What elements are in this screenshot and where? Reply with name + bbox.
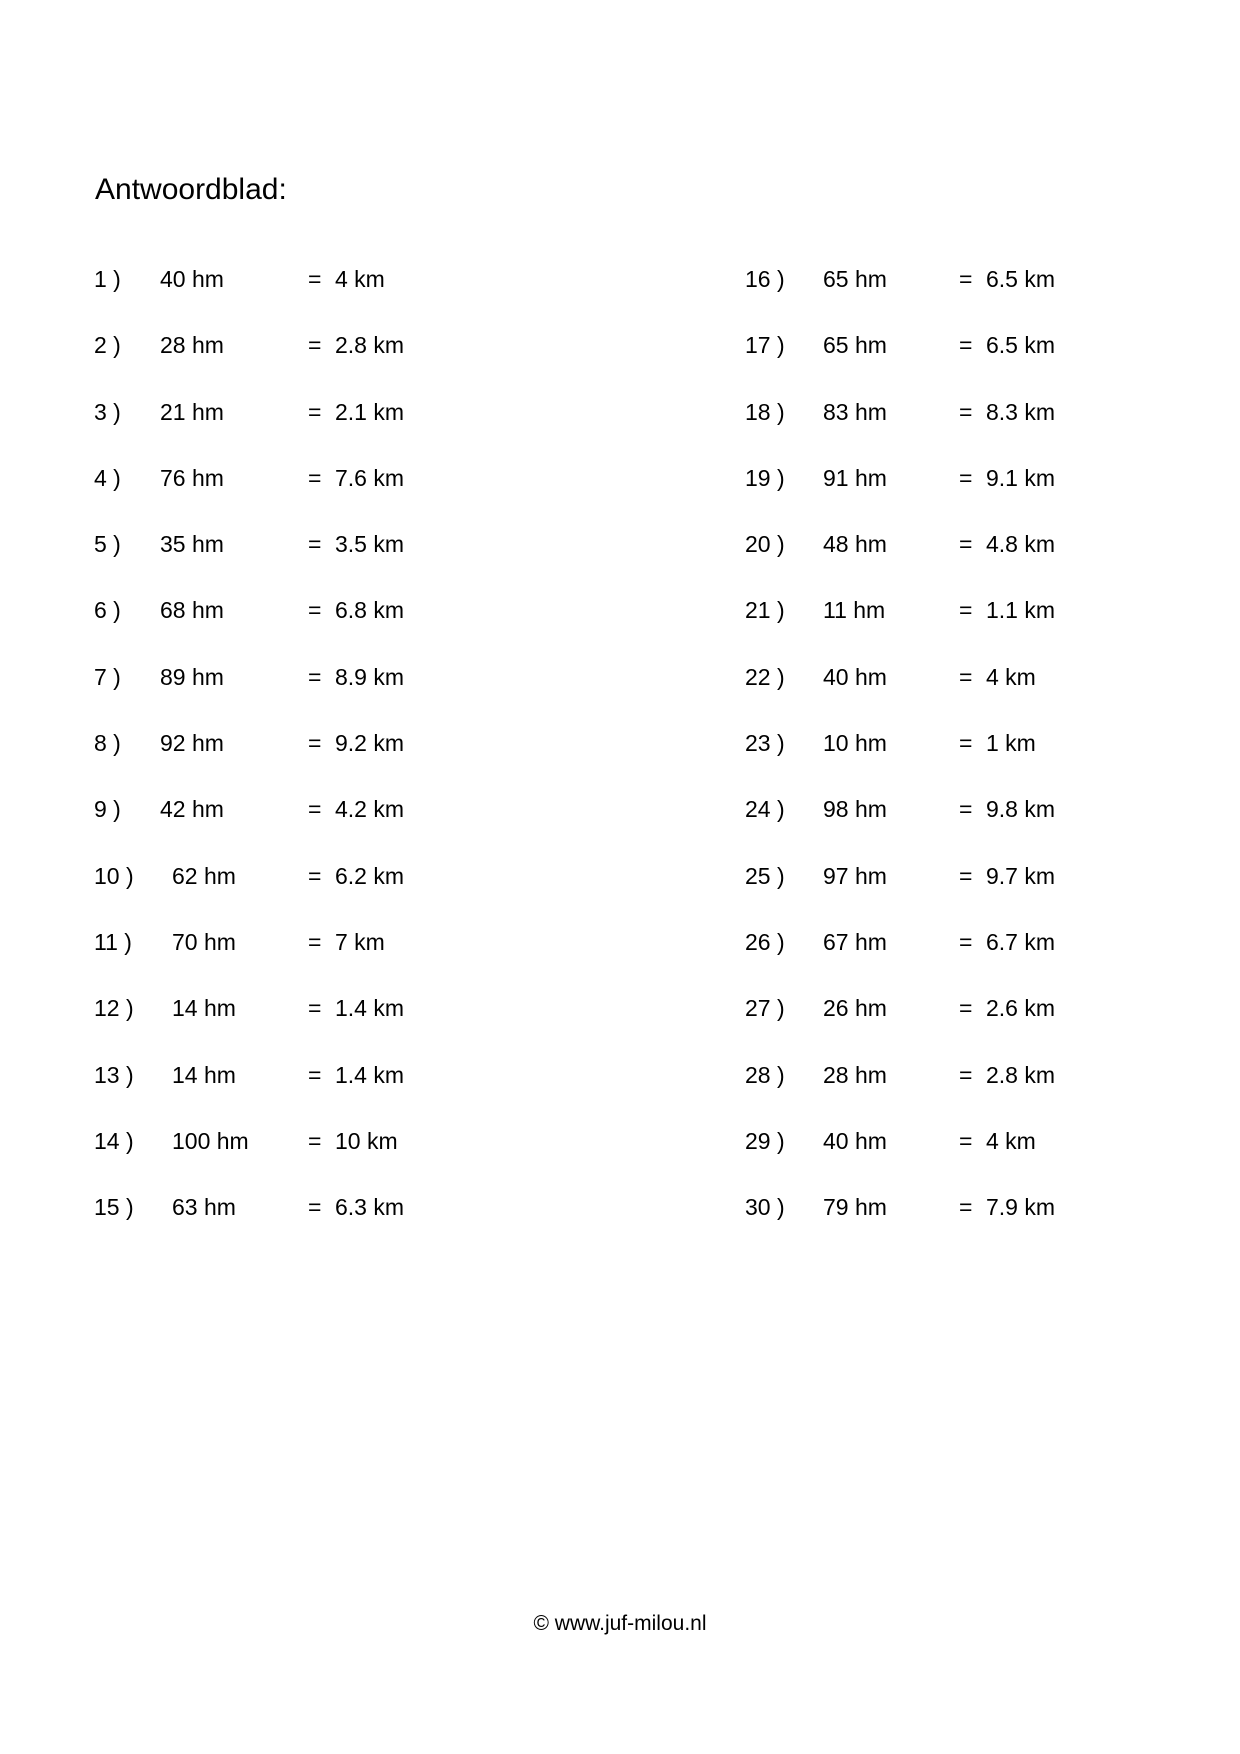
question-value: 42 hm bbox=[160, 796, 224, 823]
answer-row bbox=[745, 993, 1240, 1059]
question-value: 28 hm bbox=[823, 1061, 887, 1088]
answer-row bbox=[745, 794, 1240, 860]
question-number: 16 ) bbox=[745, 266, 785, 292]
question-value: 67 hm bbox=[823, 928, 887, 955]
answer-value: 4.8 km bbox=[986, 531, 1056, 558]
answer-value: 6.3 km bbox=[335, 1194, 405, 1221]
question-value: 79 hm bbox=[823, 1194, 887, 1221]
question-number: 27 ) bbox=[745, 995, 785, 1022]
equals-sign: = bbox=[308, 1194, 322, 1221]
page-title: Antwoordblad: bbox=[95, 173, 287, 206]
question-value: 65 hm bbox=[823, 266, 887, 292]
equals-sign: = bbox=[959, 531, 973, 558]
answer-row bbox=[745, 662, 1240, 728]
equals-sign: = bbox=[959, 862, 973, 889]
answer-row bbox=[745, 595, 1240, 661]
answer-row bbox=[94, 1126, 614, 1192]
equals-sign: = bbox=[959, 597, 973, 624]
answer-row bbox=[94, 794, 614, 860]
question-value: 62 hm bbox=[172, 862, 236, 889]
answer-value: 7.6 km bbox=[335, 464, 405, 491]
question-value: 100 hm bbox=[172, 1127, 249, 1154]
equals-sign: = bbox=[959, 266, 973, 292]
question-number: 3 ) bbox=[94, 398, 121, 425]
answer-row bbox=[745, 1060, 1240, 1126]
answer-row bbox=[94, 1192, 614, 1258]
question-number: 26 ) bbox=[745, 928, 785, 955]
answer-row bbox=[94, 264, 614, 330]
question-number: 20 ) bbox=[745, 531, 785, 558]
answer-value: 9.1 km bbox=[986, 464, 1056, 491]
answer-value: 2.1 km bbox=[335, 398, 405, 425]
answer-value: 1 km bbox=[986, 730, 1036, 757]
answer-row bbox=[94, 662, 614, 728]
question-value: 89 hm bbox=[160, 663, 224, 690]
answer-row bbox=[745, 264, 1240, 330]
answer-value: 4 km bbox=[986, 1127, 1036, 1154]
question-number: 10 ) bbox=[94, 862, 134, 889]
answer-row bbox=[94, 861, 614, 927]
question-value: 14 hm bbox=[172, 995, 236, 1022]
question-number: 5 ) bbox=[94, 531, 121, 558]
equals-sign: = bbox=[308, 862, 322, 889]
question-number: 29 ) bbox=[745, 1127, 785, 1154]
question-value: 28 hm bbox=[160, 332, 224, 359]
question-value: 68 hm bbox=[160, 597, 224, 624]
answer-row bbox=[745, 330, 1240, 396]
question-number: 19 ) bbox=[745, 464, 785, 491]
question-number: 25 ) bbox=[745, 862, 785, 889]
answer-row bbox=[745, 1192, 1240, 1258]
equals-sign: = bbox=[959, 928, 973, 955]
equals-sign: = bbox=[959, 1127, 973, 1154]
question-value: 11 hm bbox=[823, 597, 886, 624]
equals-sign: = bbox=[959, 796, 973, 823]
equals-sign: = bbox=[959, 398, 973, 425]
answer-row bbox=[94, 330, 614, 396]
question-value: 65 hm bbox=[823, 332, 887, 359]
answer-value: 2.8 km bbox=[335, 332, 405, 359]
equals-sign: = bbox=[308, 464, 322, 491]
equals-sign: = bbox=[308, 663, 322, 690]
question-number: 18 ) bbox=[745, 398, 785, 425]
answer-row bbox=[94, 1060, 614, 1126]
answer-value: 6.2 km bbox=[335, 862, 405, 889]
answer-value: 2.6 km bbox=[986, 995, 1056, 1022]
question-value: 70 hm bbox=[172, 928, 236, 955]
equals-sign: = bbox=[308, 398, 322, 425]
question-number: 14 ) bbox=[94, 1127, 134, 1154]
answer-row bbox=[745, 728, 1240, 794]
answer-row bbox=[745, 463, 1240, 529]
question-value: 63 hm bbox=[172, 1194, 236, 1221]
question-value: 48 hm bbox=[823, 531, 887, 558]
equals-sign: = bbox=[959, 730, 973, 757]
answer-value: 7 km bbox=[335, 928, 385, 955]
answer-value: 9.2 km bbox=[335, 730, 405, 757]
answer-value: 1.4 km bbox=[335, 1061, 405, 1088]
equals-sign: = bbox=[308, 796, 322, 823]
question-number: 7 ) bbox=[94, 663, 121, 690]
equals-sign: = bbox=[959, 464, 973, 491]
answer-value: 6.5 km bbox=[986, 266, 1056, 292]
equals-sign: = bbox=[959, 1061, 973, 1088]
question-value: 40 hm bbox=[823, 1127, 887, 1154]
equals-sign: = bbox=[308, 332, 322, 359]
question-value: 83 hm bbox=[823, 398, 887, 425]
answer-row bbox=[745, 397, 1240, 463]
answer-value: 6.8 km bbox=[335, 597, 405, 624]
question-number: 9 ) bbox=[94, 796, 121, 823]
question-value: 98 hm bbox=[823, 796, 887, 823]
equals-sign: = bbox=[308, 531, 322, 558]
equals-sign: = bbox=[308, 730, 322, 757]
equals-sign: = bbox=[959, 332, 973, 359]
equals-sign: = bbox=[308, 597, 322, 624]
answer-row bbox=[94, 595, 614, 661]
question-number: 21 ) bbox=[745, 597, 785, 624]
question-value: 40 hm bbox=[160, 266, 224, 292]
answer-row bbox=[94, 993, 614, 1059]
question-number: 6 ) bbox=[94, 597, 121, 624]
answer-row bbox=[745, 927, 1240, 993]
question-number: 11 ) bbox=[94, 928, 132, 955]
answer-row bbox=[745, 861, 1240, 927]
question-number: 22 ) bbox=[745, 663, 785, 690]
answer-value: 3.5 km bbox=[335, 531, 405, 558]
question-value: 76 hm bbox=[160, 464, 224, 491]
answer-value: 8.3 km bbox=[986, 398, 1056, 425]
question-value: 97 hm bbox=[823, 862, 887, 889]
answer-column-right bbox=[745, 264, 1240, 1258]
equals-sign: = bbox=[308, 266, 322, 292]
question-number: 17 ) bbox=[745, 332, 785, 359]
answer-value: 4.2 km bbox=[335, 796, 405, 823]
answer-value: 2.8 km bbox=[986, 1061, 1056, 1088]
answer-row bbox=[94, 529, 614, 595]
question-number: 12 ) bbox=[94, 995, 134, 1022]
answer-row bbox=[94, 927, 614, 993]
equals-sign: = bbox=[308, 995, 322, 1022]
question-value: 92 hm bbox=[160, 730, 224, 757]
answer-value: 6.7 km bbox=[986, 928, 1056, 955]
question-number: 1 ) bbox=[94, 266, 121, 292]
equals-sign: = bbox=[308, 928, 322, 955]
question-number: 23 ) bbox=[745, 730, 785, 757]
answer-value: 6.5 km bbox=[986, 332, 1056, 359]
question-number: 30 ) bbox=[745, 1194, 785, 1221]
question-value: 40 hm bbox=[823, 663, 887, 690]
question-number: 2 ) bbox=[94, 332, 121, 359]
answer-value: 9.7 km bbox=[986, 862, 1056, 889]
answer-value: 4 km bbox=[986, 663, 1036, 690]
question-value: 35 hm bbox=[160, 531, 224, 558]
question-value: 10 hm bbox=[823, 730, 887, 757]
answer-row bbox=[94, 397, 614, 463]
answer-row bbox=[94, 728, 614, 794]
question-number: 15 ) bbox=[94, 1194, 134, 1221]
equals-sign: = bbox=[959, 1194, 973, 1221]
question-number: 13 ) bbox=[94, 1061, 134, 1088]
answer-value: 7.9 km bbox=[986, 1194, 1056, 1221]
answer-value: 4 km bbox=[335, 266, 385, 292]
question-value: 14 hm bbox=[172, 1061, 236, 1088]
answer-row bbox=[745, 529, 1240, 595]
equals-sign: = bbox=[959, 995, 973, 1022]
answer-row bbox=[745, 1126, 1240, 1192]
copyright-footer: © www.juf-milou.nl bbox=[533, 1612, 707, 1635]
answer-value: 9.8 km bbox=[986, 796, 1056, 823]
question-value: 26 hm bbox=[823, 995, 887, 1022]
question-number: 4 ) bbox=[94, 464, 121, 491]
equals-sign: = bbox=[308, 1127, 322, 1154]
equals-sign: = bbox=[308, 1061, 322, 1088]
answer-column-left bbox=[94, 264, 614, 1258]
question-number: 8 ) bbox=[94, 730, 121, 757]
answer-value: 1.1 km bbox=[986, 597, 1056, 624]
question-number: 24 ) bbox=[745, 796, 785, 823]
question-value: 91 hm bbox=[823, 464, 887, 491]
answer-row bbox=[94, 463, 614, 529]
answer-value: 8.9 km bbox=[335, 663, 405, 690]
answer-value: 1.4 km bbox=[335, 995, 405, 1022]
answer-value: 10 km bbox=[335, 1127, 398, 1154]
question-number: 28 ) bbox=[745, 1061, 785, 1088]
question-value: 21 hm bbox=[160, 398, 224, 425]
equals-sign: = bbox=[959, 663, 973, 690]
